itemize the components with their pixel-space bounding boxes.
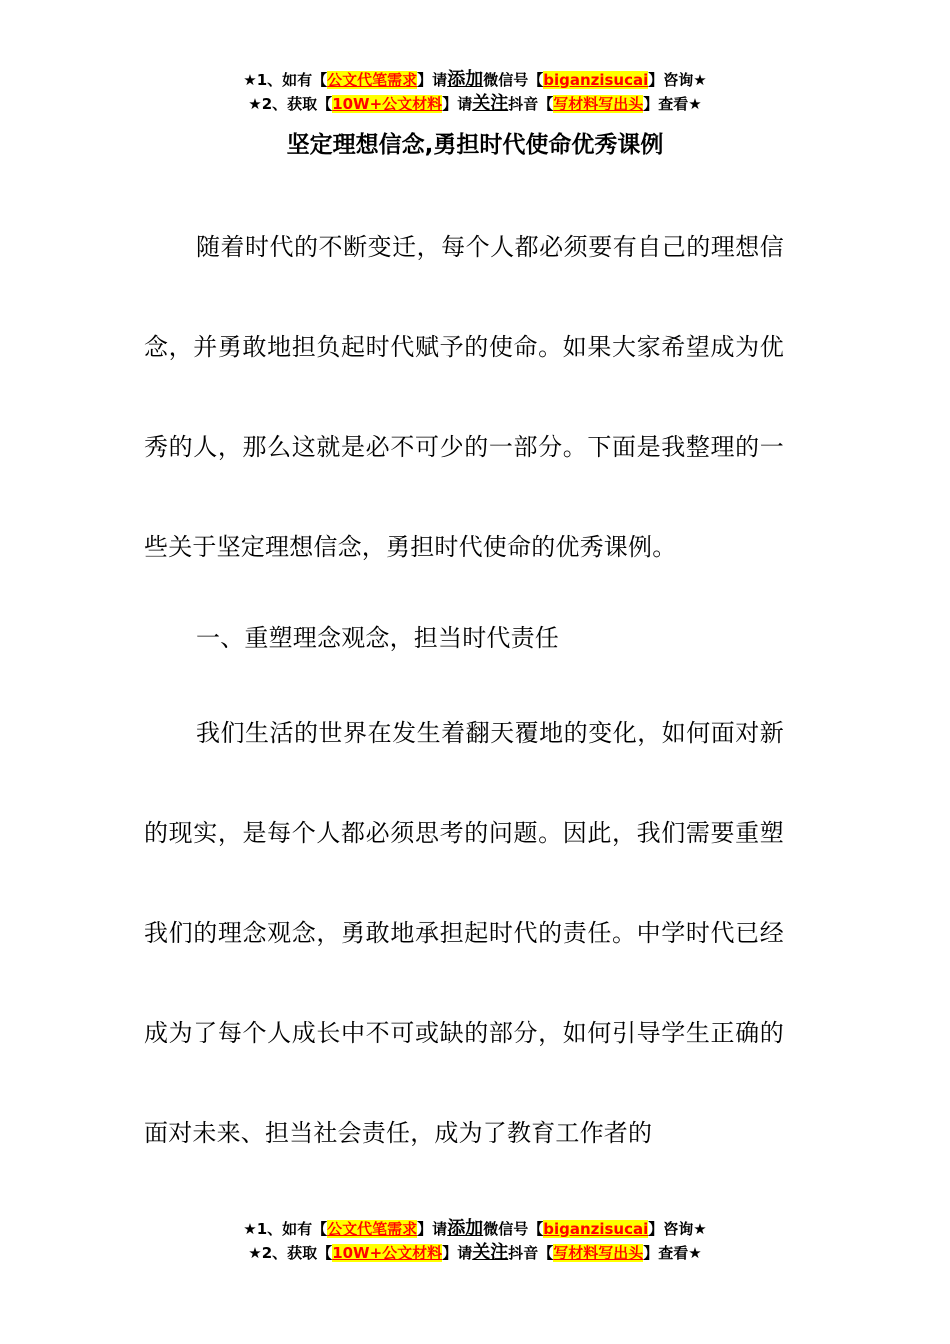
ad-line-2-prefix: ★2、获取【: [248, 95, 333, 113]
footer-ad-line-2-suffix: 】查看★: [643, 1244, 702, 1262]
footer-ad-banner: [0, 1217, 950, 1265]
ad-highlight-wechat-id: biganzisucai: [543, 71, 649, 89]
ad-line-1-prefix: ★1、如有【: [243, 71, 328, 89]
header-ad-banner: [0, 68, 950, 116]
footer-ad-emphasis-add: 添加: [447, 1218, 484, 1239]
ad-line-2-middle-2: 抖音【: [508, 95, 554, 113]
footer-ad-line-1-suffix: 】咨询★: [648, 1220, 707, 1238]
ad-emphasis-follow: 关注: [472, 93, 509, 114]
ad-highlight-service: 公文代笔需求: [327, 71, 418, 89]
document-title: 坚定理想信念,勇担时代使命优秀课例: [286, 132, 664, 158]
ad-line-1-middle: 】请: [417, 71, 448, 89]
ad-line-2-suffix: 】查看★: [643, 95, 702, 113]
section-heading: 一、重塑理念观念，担当时代责任: [196, 624, 559, 652]
footer-ad-highlight-wechat-id: biganzisucai: [543, 1220, 649, 1238]
document-body: [144, 197, 784, 1183]
footer-ad-highlight-service: 公文代笔需求: [327, 1220, 418, 1238]
ad-line-1: [0, 68, 950, 92]
ad-highlight-materials: 10W+公文材料: [332, 95, 443, 113]
footer-ad-highlight-materials: 10W+公文材料: [332, 1244, 443, 1262]
ad-emphasis-add: 添加: [447, 69, 484, 90]
footer-ad-line-1-middle: 】请: [417, 1220, 448, 1238]
footer-ad-line-2-middle-2: 抖音【: [508, 1244, 554, 1262]
ad-line-1-middle-2: 微信号【: [483, 71, 544, 89]
footer-ad-highlight-douyin-id: 写材料写出头: [553, 1244, 644, 1262]
footer-ad-line-1-middle-2: 微信号【: [483, 1220, 544, 1238]
footer-ad-line-1: [0, 1217, 950, 1241]
ad-line-1-suffix: 】咨询★: [648, 71, 707, 89]
footer-ad-line-2-prefix: ★2、获取【: [248, 1244, 333, 1262]
footer-ad-emphasis-follow: 关注: [472, 1242, 509, 1263]
footer-ad-line-2: [0, 1241, 950, 1265]
section-paragraph: 我们生活的世界在发生着翻天覆地的变化，如何面对新的现实，是每个人都必须思考的问题。因此，我们需要重塑我们的理念观念，勇敢地承担起时代的责任。中学时代已经成为了每个人成长中不可或缺的部分，如何引导学生正确的面对未来、担当社会责任，成为了教育工作者的: [144, 719, 784, 1147]
ad-line-2-middle: 】请: [442, 95, 473, 113]
ad-highlight-douyin-id: 写材料写出头: [553, 95, 644, 113]
ad-line-2: [0, 92, 950, 116]
intro-paragraph: 随着时代的不断变迁，每个人都必须要有自己的理想信念，并勇敢地担负起时代赋予的使命。如果大家希望成为优秀的人，那么这就是必不可少的一部分。下面是我整理的一些关于坚定理想信念，勇担时代使命的优秀课例。: [144, 233, 784, 561]
footer-ad-line-1-prefix: ★1、如有【: [243, 1220, 328, 1238]
footer-ad-line-2-middle: 】请: [442, 1244, 473, 1262]
